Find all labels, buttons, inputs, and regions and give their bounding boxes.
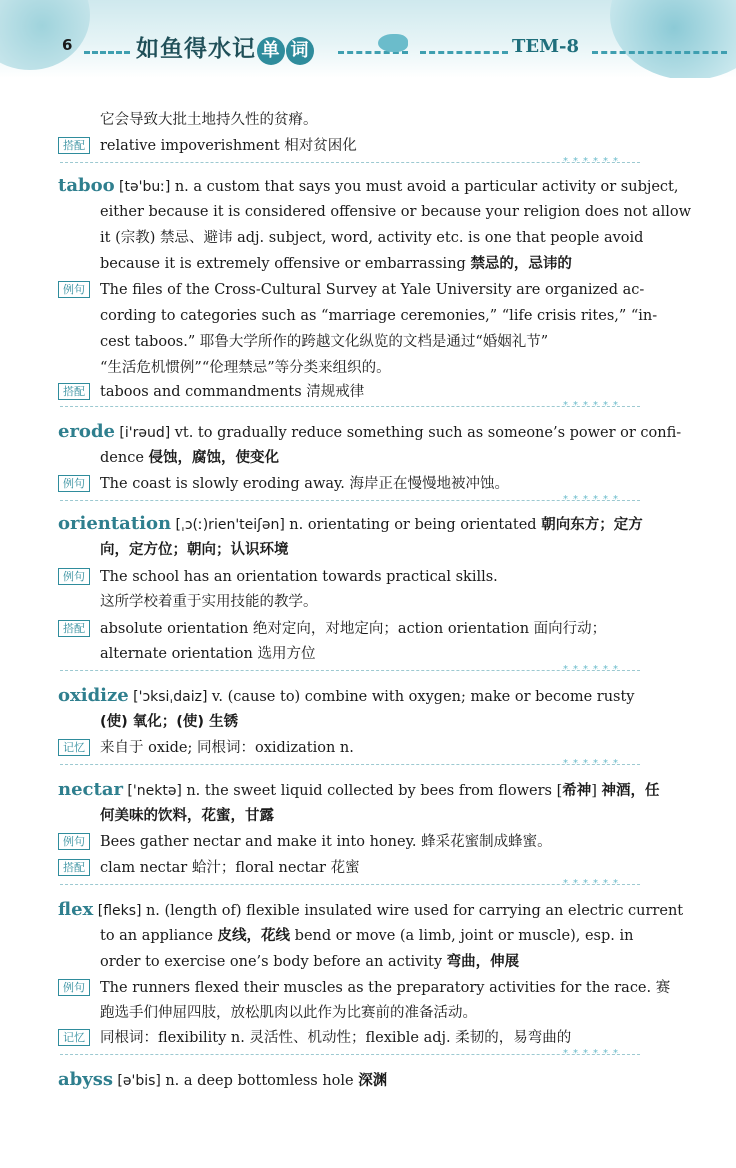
book-title: [136, 30, 314, 65]
text-run: n. (length of) flexible insulated wire used for carrying an electric current: [145, 903, 684, 919]
text-run: (使) 氧化；(使) 生锈: [100, 714, 239, 730]
header-dash-line: [592, 51, 727, 54]
page-number: 6: [62, 36, 73, 54]
entry-separator: [60, 162, 640, 163]
text-run: v. (cause to) combine with oxygen; make or become rusty: [211, 689, 635, 705]
entry-text-line: [100, 448, 279, 468]
entry-text-line: [100, 952, 519, 972]
entry-separator: [60, 1054, 640, 1055]
separator-stars: ******: [563, 878, 623, 889]
entry-text-line: [100, 1028, 571, 1048]
separator-stars: ******: [563, 494, 623, 505]
fish-icon: [378, 34, 408, 52]
text-run: clam nectar 蛤汁；floral nectar 花蜜: [100, 860, 360, 876]
text-run: 跑选手们伸屈四肢，放松肌肉以此作为比赛前的准备活动。: [100, 1005, 477, 1021]
page-header: [0, 0, 736, 78]
entry-text-line: [100, 738, 354, 758]
section-tag: 例句: [58, 833, 90, 850]
text-run: n. a custom that says you must avoid a particular activity or subject,: [174, 179, 679, 195]
phonetic: [tə'buː]: [114, 179, 175, 195]
circled-char-2: 词: [286, 37, 314, 65]
text-run: bend or move (a limb, joint or muscle), esp. in: [290, 928, 634, 944]
entry-separator: [60, 884, 640, 885]
entry-text-line: [100, 858, 360, 878]
text-run: cording to categories such as “marriage ceremonies,” “life crisis rites,” “in-: [100, 308, 658, 324]
section-tag: 例句: [58, 475, 90, 492]
entry-text-line: [100, 619, 606, 639]
entry-text-line: [100, 202, 691, 222]
separator-stars: ******: [563, 664, 623, 675]
text-run: vt. to gradually reduce something such as someone’s power or confi-: [174, 425, 682, 441]
entry-text-line: [100, 254, 572, 274]
entry-text-line: [100, 382, 364, 402]
decorative-bubble-right: [610, 0, 736, 78]
text-run: 这所学校着重于实用技能的教学。: [100, 594, 318, 610]
entry-text-line: [100, 644, 315, 664]
headword: erode: [58, 421, 115, 442]
text-run: to an appliance: [100, 928, 218, 944]
text-run: dence: [100, 450, 149, 466]
phonetic: [i'rəud]: [114, 425, 175, 441]
section-tag: 记忆: [58, 1029, 90, 1046]
headword: nectar: [58, 779, 123, 800]
entry-headline: [58, 1070, 387, 1091]
entry-headline: [58, 900, 683, 921]
section-tag: 搭配: [58, 137, 90, 154]
text-run: 来自于 oxide; 同根词：oxidization n.: [100, 740, 354, 756]
text-run: 弯曲，伸展: [446, 954, 520, 970]
separator-stars: ******: [563, 400, 623, 411]
phonetic: [ˌɔ(ː)rien'teiʃən]: [171, 517, 290, 533]
entry-headline: [58, 176, 679, 197]
separator-stars: ******: [563, 1048, 623, 1059]
entry-text-line: [100, 540, 289, 560]
entry-separator: [60, 500, 640, 501]
entry-text-line: [100, 978, 670, 998]
text-run: 朝向东方；定方: [541, 517, 643, 533]
exam-label: TEM-8: [512, 36, 580, 57]
text-run: order to exercise one’s body before an activity: [100, 954, 447, 970]
text-run: Bees gather nectar and make it into honey. 蜂采花蜜制成蜂蜜。: [100, 834, 552, 850]
text-run: The school has an orientation towards practical skills.: [100, 569, 498, 585]
entry-text-line: [100, 306, 657, 326]
text-run: it (宗教) 禁忌、避讳 adj. subject, word, activity etc. is one that people avoid: [100, 230, 644, 246]
section-tag: 例句: [58, 979, 90, 996]
text-run: 禁忌的，忌讳的: [470, 256, 572, 272]
section-tag: 记忆: [58, 739, 90, 756]
headword: orientation: [58, 513, 172, 534]
entry-text-line: [100, 358, 391, 378]
text-run: relative impoverishment 相对贫困化: [100, 138, 357, 154]
circled-char-1: 单: [257, 37, 285, 65]
text-run: 侵蚀，腐蚀，使变化: [148, 450, 280, 466]
entry-text-line: [100, 567, 498, 587]
phonetic: ['nektə]: [122, 783, 187, 799]
text-run: alternate orientation 选用方位: [100, 646, 316, 662]
text-run: 皮线，花线: [217, 928, 291, 944]
decorative-bubble-left: [0, 0, 90, 70]
entry-text-line: [100, 228, 643, 248]
entry-headline: [58, 422, 681, 443]
entry-text-line: [100, 332, 548, 352]
text-run: “生活危机惯例”“伦理禁忌”等分类来组织的。: [100, 360, 391, 376]
text-run: because it is extremely offensive or embarrassing: [100, 256, 471, 272]
separator-stars: ******: [563, 156, 623, 167]
phonetic: ['ɔksiˌdaiz]: [128, 689, 212, 705]
headword: oxidize: [58, 685, 129, 706]
headword: abyss: [58, 1069, 113, 1090]
entry-headline: [58, 780, 660, 801]
entry-text-line: [100, 1003, 477, 1023]
entry-separator: [60, 764, 640, 765]
section-tag: 例句: [58, 568, 90, 585]
separator-stars: ******: [563, 758, 623, 769]
entry-text-line: [100, 926, 633, 946]
entry-headline: [58, 686, 635, 707]
text-run: 同根词：flexibility n. 灵活性、机动性；flexible adj. 柔韧的，易弯曲的: [100, 1030, 572, 1046]
entry-text-line: [100, 136, 357, 156]
text-run: cest taboos.” 耶鲁大学所作的跨越文化纵览的文档是通过“婚姻礼节”: [100, 334, 549, 350]
text-run: either because it is considered offensive or because your religion does not allow: [100, 204, 692, 220]
text-run: n. orientating or being orientated: [289, 517, 542, 533]
text-run: n. a deep bottomless hole: [165, 1073, 359, 1089]
text-run: ]: [591, 783, 602, 799]
section-tag: 搭配: [58, 383, 90, 400]
headword: flex: [58, 899, 94, 920]
entry-separator: [60, 406, 640, 407]
entry-separator: [60, 670, 640, 671]
text-run: n. the sweet liquid collected by bees from flowers [: [186, 783, 563, 799]
entry-headline: [58, 514, 643, 535]
text-run: 神酒，任: [601, 783, 660, 799]
text-run: 它会导致大批土地持久性的贫瘠。: [100, 112, 318, 128]
entry-text-line: [100, 280, 644, 300]
phonetic: [fleks]: [93, 903, 146, 919]
text-run: 何美味的饮料，花蜜，甘露: [100, 808, 274, 824]
text-run: taboos and commandments 清规戒律: [100, 384, 365, 400]
text-run: 向，定方位；朝向；认识环境: [100, 542, 289, 558]
entry-text-line: [100, 474, 509, 494]
header-dash-line: [420, 51, 508, 54]
entry-text-line: [100, 110, 318, 130]
section-tag: 搭配: [58, 620, 90, 637]
headword: taboo: [58, 175, 115, 196]
entry-text-line: [100, 806, 274, 826]
book-title-main: 如鱼得水记: [136, 36, 256, 62]
section-tag: 搭配: [58, 859, 90, 876]
entry-text-line: [100, 832, 552, 852]
phonetic: [ə'bis]: [112, 1073, 166, 1089]
header-dash-line: [84, 51, 130, 54]
text-run: The runners flexed their muscles as the preparatory activities for the race. 赛: [100, 980, 671, 996]
section-tag: 例句: [58, 281, 90, 298]
text-run: 希神: [562, 783, 592, 799]
text-run: The files of the Cross-Cultural Survey at Yale University are organized ac-: [100, 282, 645, 298]
entry-text-line: [100, 712, 238, 732]
text-run: 深渊: [358, 1073, 388, 1089]
text-run: The coast is slowly eroding away. 海岸正在慢慢地被冲蚀。: [100, 476, 509, 492]
entry-text-line: [100, 592, 318, 612]
text-run: absolute orientation 绝对定向，对地定向；action orientation 面向行动；: [100, 621, 607, 637]
